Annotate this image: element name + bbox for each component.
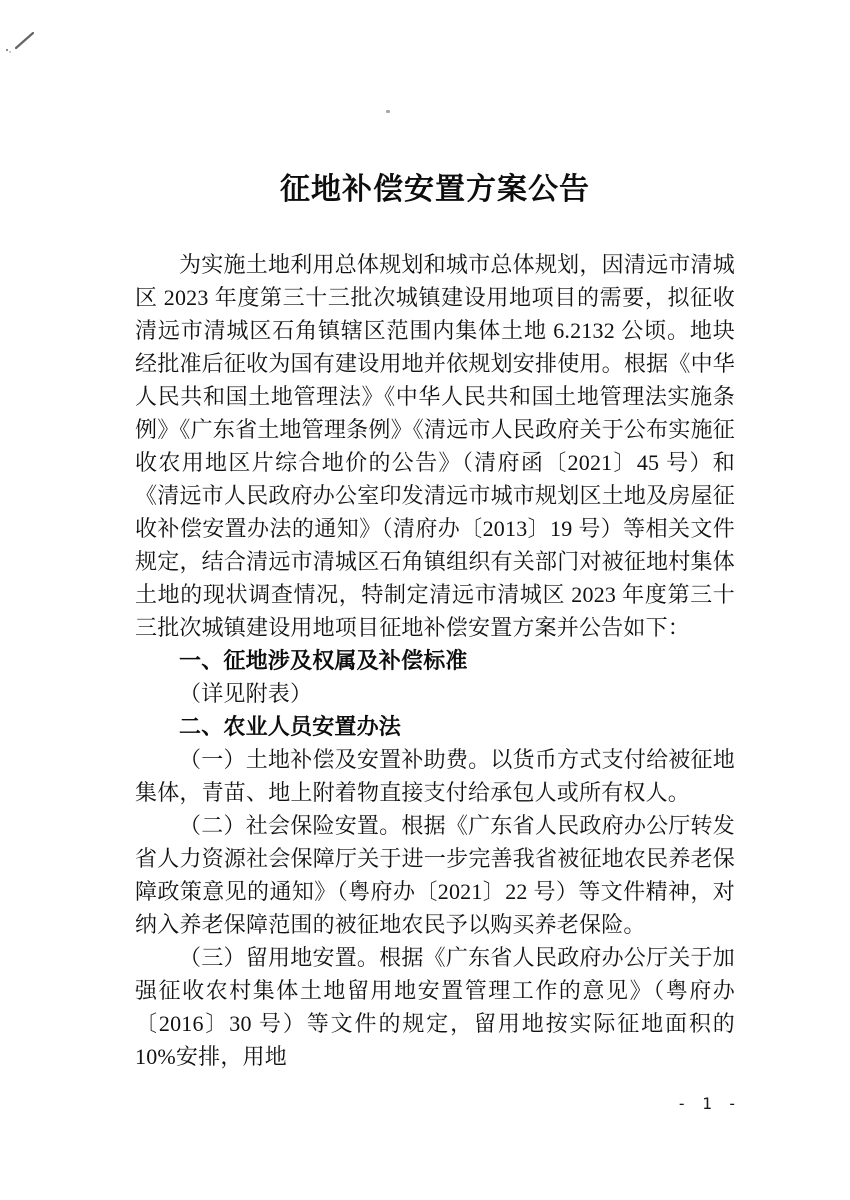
page-number: - 1 - <box>676 1094 740 1113</box>
section-2-item-3: （三）留用地安置。根据《广东省人民政府办公厅关于加强征收农村集体土地留用地安置管理工作的意见》（粤府办〔2016〕30 号）等文件的规定，留用地按实际征地面积的 10%安排，用地 <box>135 945 735 1069</box>
document-body <box>135 170 735 1073</box>
document-title: 征地补偿安置方案公告 <box>280 173 590 206</box>
pencil-slash-mark <box>0 28 44 62</box>
section-1-note: （详见附表） <box>179 681 313 706</box>
section-1-heading: 一、征地涉及权属及补偿标准 <box>179 648 468 673</box>
section-2-heading: 二、农业人员安置办法 <box>179 714 402 739</box>
scan-speck-dot <box>386 110 390 113</box>
section-2-item-1: （一）土地补偿及安置补助费。以货币方式支付给被征地集体，青苗、地上附着物直接支付给承包人或所有权人。 <box>135 747 735 805</box>
section-2-item-2: （二）社会保险安置。根据《广东省人民政府办公厅转发省人力资源社会保障厅关于进一步完善我省被征地农民养老保障政策意见的通知》（粤府办〔2021〕22 号）等文件精神，对纳入养老保障范围的被征地农民予以购买养老保险。 <box>135 813 735 937</box>
intro-paragraph: 为实施土地利用总体规划和城市总体规划，因清远市清城区 2023 年度第三十三批次城镇建设用地项目的需要，拟征收清远市清城区石角镇辖区范围内集体土地 6.2132 公顷。地块经批准后征收为国有建设用地并依规划安排使用。根据《中华人民共和国土地管理法》《中华人民共和国土地管理法实施条例》《广东省土地管理条例》《清远市人民政府关于公布实施征收农用地区片综合地价的公告》（清府函〔2021〕45 号）和《清远市人民政府办公室印发清远市城市规划区土地及房屋征收补偿安置办法的通知》（清府办〔2013〕19 号）等相关文件规定，结合清远市清城区石角镇组织有关部门对被征地村集体土地的现状调查情况，特制定清远市清城区 2023 年度第三十三批次城镇建设用地项目征地补偿安置方案并公告如下： <box>135 252 735 640</box>
